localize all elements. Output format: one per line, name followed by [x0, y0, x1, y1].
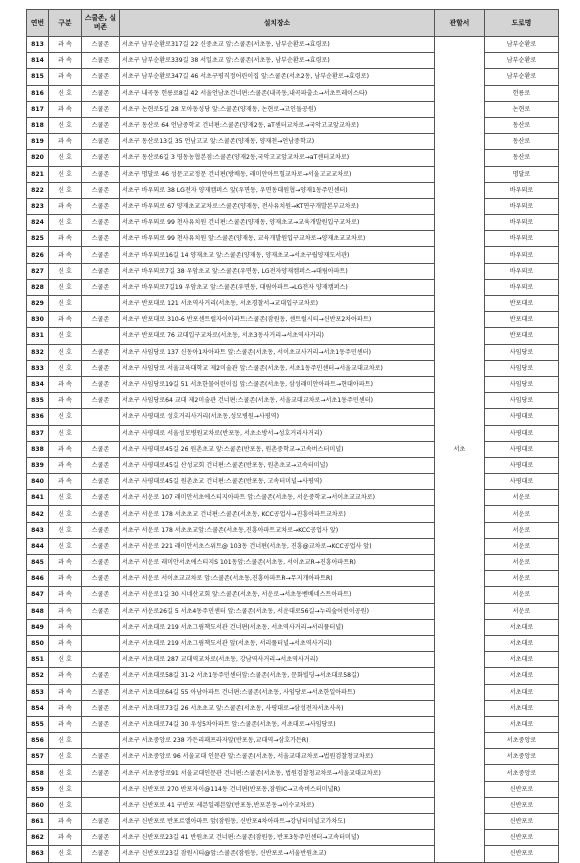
cell-road: 신반포로: [485, 797, 559, 813]
cell-road: 사평대로: [485, 474, 559, 490]
cell-no: 833: [27, 360, 49, 376]
cell-location: 서초구 서운로 178 서초초교앞:스쿨존(서초동,진흥아파트교차로→KCC공업사 앞): [120, 522, 435, 538]
cell-kind: [82, 635, 120, 651]
cell-type: 과 속: [49, 69, 82, 85]
cell-location: 서초구 바우뫼로 67 양재초교교차로:스쿨존(양재동, 전사유치원→KT연구개발본부교차로): [120, 198, 435, 214]
cell-no: 845: [27, 555, 49, 571]
cell-type: 신 호: [49, 846, 82, 862]
cell-kind: 스쿨존: [82, 376, 120, 392]
cell-kind: 스쿨존: [82, 749, 120, 765]
cell-office: 서초: [435, 37, 485, 863]
cell-type: 과 속: [49, 134, 82, 150]
cell-no: 852: [27, 668, 49, 684]
cell-no: 844: [27, 538, 49, 554]
cell-type: 과 속: [49, 457, 82, 473]
cell-location: 서초구 반포대로 310-6 반포센트럴자이아파트:스쿨존(잠원동, 센트럴시티→신반포2차아파트): [120, 312, 435, 328]
cell-no: 854: [27, 700, 49, 716]
cell-type: 신 호: [49, 150, 82, 166]
cell-no: 853: [27, 684, 49, 700]
cell-location: 서초구 신반포로23길 41 반원초교 건너편:스쿨존(잠원동, 반포3동주민센터→고속터미널): [120, 830, 435, 846]
cell-kind: 스쿨존: [82, 830, 120, 846]
cell-location: 서초구 서운로 래미안서초에스티지S 101동앞:스쿨존(서초동, 서이초교R→진흥아파트R): [120, 555, 435, 571]
cell-road: 신반포로: [485, 830, 559, 846]
cell-road: 바우뫼로: [485, 182, 559, 198]
cell-type: 신 호: [49, 781, 82, 797]
cell-kind: 스쿨존: [82, 198, 120, 214]
table-row: [27, 37, 559, 53]
cell-type: 과 속: [49, 716, 82, 732]
cell-type: 과 속: [49, 571, 82, 587]
cell-type: 과 속: [49, 603, 82, 619]
cell-no: 860: [27, 797, 49, 813]
cell-kind: 스쿨존: [82, 846, 120, 862]
cell-type: 과 속: [49, 814, 82, 830]
cell-type: 과 속: [49, 393, 82, 409]
cell-location: 서초구 동산로6길 3 영동농협본점:스쿨존(양재2동,국악고교앞교차로→aT센터교차로): [120, 150, 435, 166]
cell-road: 사평대로: [485, 425, 559, 441]
cell-location: 서초구 논현로5길 28 모아동성당 앞:스쿨존(양재동, 논현로→고인돌공원): [120, 101, 435, 117]
cell-kind: 스쿨존: [82, 555, 120, 571]
header-office: 관할서: [435, 10, 485, 37]
cell-location: 서초구 서초대로 219 서초그림책도서관 앞(서초동, 서리풀터널→서초역사거리): [120, 635, 435, 651]
cell-kind: [82, 425, 120, 441]
cell-road: 서운로: [485, 522, 559, 538]
cell-no: 861: [27, 814, 49, 830]
cell-road: 사임당로: [485, 360, 559, 376]
cell-location: 서초구 사평대로 서울성모병원교차로(반포동, 서초소방서→성호거리사거리): [120, 425, 435, 441]
cell-location: 서초구 서운로26길 5 서초4동주민센터 앞:스쿨존(서초동, 서운대로56길→누리숲어린이공원): [120, 603, 435, 619]
cell-kind: 스쿨존: [82, 393, 120, 409]
cell-kind: 스쿨존: [82, 231, 120, 247]
cell-location: 서초구 사평대로45길 26 원촌초교 앞:스쿨존(반포동, 원촌중학교→고속버스터미널): [120, 441, 435, 457]
cell-no: 850: [27, 635, 49, 651]
cell-kind: 스쿨존: [82, 457, 120, 473]
cell-road: 서초중앙로: [485, 733, 559, 749]
cell-road: 사임당로: [485, 376, 559, 392]
cell-location: 서초구 남부순환로317길 22 신중초교 앞:스쿨존(서초동, 남부순환로→효령로): [120, 37, 435, 53]
cell-location: 서초구 동산로 64 언남중학교 건너편:스쿨존(양재2동, aT센터교차로→국악고교앞교차로): [120, 117, 435, 133]
cell-type: 신 호: [49, 182, 82, 198]
cell-kind: 스쿨존: [82, 684, 120, 700]
cell-road: 바우뫼로: [485, 263, 559, 279]
cell-location: 서초구 바우뫼로 99 천사유치원 건너편:스쿨존(양재동, 양재초교→교육개발원입구교차로): [120, 215, 435, 231]
table-header-row: [27, 10, 559, 37]
cell-no: 848: [27, 603, 49, 619]
cell-kind: 스쿨존: [82, 117, 120, 133]
cell-location: 서초구 바우뫼로7길19 우암초교 앞:스쿨존(우면동, 대림아파트→LG전자 양재캠퍼스): [120, 279, 435, 295]
cell-no: 829: [27, 296, 49, 312]
cell-road: 반포대로: [485, 296, 559, 312]
cell-kind: 스쿨존: [82, 441, 120, 457]
cell-no: 822: [27, 182, 49, 198]
cell-no: 840: [27, 474, 49, 490]
cell-kind: [82, 797, 120, 813]
cell-kind: 스쿨존: [82, 53, 120, 69]
cell-kind: 스쿨존: [82, 134, 120, 150]
cell-type: 신 호: [49, 85, 82, 101]
cell-location: 서초구 서운로 서이초교교차로 앞:스쿨존(서초동,진흥아파트R→무지개아파트R): [120, 571, 435, 587]
cell-type: 신 호: [49, 215, 82, 231]
cell-kind: 스쿨존: [82, 765, 120, 781]
cell-type: 과 속: [49, 37, 82, 53]
cell-type: 과 속: [49, 555, 82, 571]
cell-road: 논현로: [485, 101, 559, 117]
cell-type: 과 속: [49, 231, 82, 247]
cell-type: 신 호: [49, 409, 82, 425]
cell-road: 반포대로: [485, 328, 559, 344]
cell-kind: 스쿨존: [82, 344, 120, 360]
cell-location: 서초구 반포대로 121 서초역사거리(서초동, 서초경찰서→교대입구교차로): [120, 296, 435, 312]
cell-road: 신반포로: [485, 814, 559, 830]
header-kind: 스쿨존, 실버존: [82, 10, 120, 37]
cell-location: 서초구 서운로 221 래미안서초스위트@ 103동 건너편(서초동, 진흥@교차로→KCC공업사 앞): [120, 538, 435, 554]
cell-road: 서초대로: [485, 635, 559, 651]
cell-no: 856: [27, 733, 49, 749]
cell-road: 남부순환로: [485, 37, 559, 53]
cell-road: 반포대로: [485, 312, 559, 328]
header-no: 연번: [27, 10, 49, 37]
cell-kind: 스쿨존: [82, 101, 120, 117]
cell-no: 816: [27, 85, 49, 101]
cell-kind: 스쿨존: [82, 538, 120, 554]
enforcement-camera-table: [26, 9, 559, 863]
cell-road: 서초대로: [485, 716, 559, 732]
cell-type: 신 호: [49, 522, 82, 538]
cell-no: 813: [27, 37, 49, 53]
cell-no: 855: [27, 716, 49, 732]
cell-type: 신 호: [49, 538, 82, 554]
cell-road: 서운로: [485, 538, 559, 554]
cell-road: 서운로: [485, 587, 559, 603]
cell-location: 서초구 동산로13길 35 언남고교 앞:스쿨존(양재동, 양재천→언남중학교): [120, 134, 435, 150]
cell-kind: [82, 781, 120, 797]
cell-location: 서초구 명달로 46 성문고교정문 건너편(방배동, 래미안아트힐교차로→서울고교교차로): [120, 166, 435, 182]
cell-road: 서초대로: [485, 652, 559, 668]
cell-location: 서초구 남부순환로339길 38 서일초교 앞:스쿨존(서초동, 남부순환로→효령로): [120, 53, 435, 69]
cell-no: 836: [27, 409, 49, 425]
cell-no: 828: [27, 279, 49, 295]
cell-type: 신 호: [49, 296, 82, 312]
cell-kind: [82, 652, 120, 668]
cell-location: 서초구 바우뫼로16길 14 양재초교 앞:스쿨존(양재동, 양재초교→서초구립양재도서관): [120, 247, 435, 263]
cell-location: 서초구 사임당로19길 51 서초한물어린이집 앞:스쿨존(서초동, 삼성래미안아파트→현대아파트): [120, 376, 435, 392]
cell-kind: 스쿨존: [82, 279, 120, 295]
cell-location: 서초구 바우뫼로 38 LG전자 양재캠퍼스 앞(우면동, 우면동대원협→양재1동주민센터): [120, 182, 435, 198]
cell-road: 헌릉로: [485, 85, 559, 101]
cell-no: 837: [27, 425, 49, 441]
cell-location: 서초구 사임당로 서울교육대학교 제2미술관 앞:스쿨존(서초동, 서초1동주민센터→서울교대교차로): [120, 360, 435, 376]
cell-kind: [82, 733, 120, 749]
header-location: 설치장소: [120, 10, 435, 37]
cell-no: 839: [27, 457, 49, 473]
cell-no: 843: [27, 522, 49, 538]
cell-road: 남부순환로: [485, 69, 559, 85]
cell-location: 서초구 사임당로 137 신동아1차아파트 앞:스쿨존(서초동, 서이초교사거리→서초1동주민센터): [120, 344, 435, 360]
cell-type: 과 속: [49, 700, 82, 716]
cell-road: 서운로: [485, 506, 559, 522]
cell-no: 815: [27, 69, 49, 85]
cell-location: 서초구 서초대로73길 26 서초초교 앞:스쿨존(서초동, 사평대로→삼성전자서초사옥): [120, 700, 435, 716]
table-body: [27, 37, 559, 863]
cell-kind: 스쿨존: [82, 490, 120, 506]
cell-type: 신 호: [49, 490, 82, 506]
cell-location: 서초구 서초대로64길 55 아남아파트 건너편:스쿨존(서초동, 사임당로→서초한일아파트): [120, 684, 435, 700]
cell-location: 서초구 서운로 178 서초초교 건너편:스쿨존(서초동, KCC공업사→진흥아파트교차로): [120, 506, 435, 522]
cell-road: 명달로: [485, 166, 559, 182]
cell-road: 사임당로: [485, 393, 559, 409]
cell-no: 817: [27, 101, 49, 117]
cell-type: 신 호: [49, 765, 82, 781]
cell-type: 신 호: [49, 279, 82, 295]
cell-location: 서초구 서초대로74길 30 우성5차아파트 앞:스쿨존(서초동, 서초대로→사임당로): [120, 716, 435, 732]
cell-kind: [82, 296, 120, 312]
cell-type: 신 호: [49, 166, 82, 182]
cell-no: 825: [27, 231, 49, 247]
cell-road: 서운로: [485, 571, 559, 587]
cell-kind: 스쿨존: [82, 215, 120, 231]
cell-location: 서초구 신반포로 270 반포자이@114동 건너편(반포동,잠원IC→고속버스터미널R): [120, 781, 435, 797]
cell-kind: 스쿨존: [82, 360, 120, 376]
header-type: 구분: [49, 10, 82, 37]
cell-kind: 스쿨존: [82, 814, 120, 830]
cell-type: 과 속: [49, 53, 82, 69]
cell-type: 신 호: [49, 360, 82, 376]
cell-no: 862: [27, 830, 49, 846]
cell-road: 신반포로: [485, 781, 559, 797]
cell-kind: 스쿨존: [82, 571, 120, 587]
cell-road: 사평대로: [485, 409, 559, 425]
cell-road: 바우뫼로: [485, 231, 559, 247]
cell-road: 서초중앙로: [485, 765, 559, 781]
cell-kind: 스쿨존: [82, 587, 120, 603]
cell-road: 바우뫼로: [485, 279, 559, 295]
cell-road: 남부순환로: [485, 53, 559, 69]
cell-no: 858: [27, 765, 49, 781]
cell-no: 827: [27, 263, 49, 279]
cell-road: 동산로: [485, 134, 559, 150]
cell-no: 851: [27, 652, 49, 668]
cell-location: 서초구 사평대로 성호거리사거리(서초동,성모병원→사평역): [120, 409, 435, 425]
cell-kind: 스쿨존: [82, 247, 120, 263]
cell-no: 842: [27, 506, 49, 522]
cell-road: 서초대로: [485, 700, 559, 716]
cell-kind: 스쿨존: [82, 716, 120, 732]
cell-location: 서초구 서초대로58길 31-2 서초1동주민센터앞:스쿨존(서초동, 문화빌딩→서초대로58길): [120, 668, 435, 684]
cell-no: 826: [27, 247, 49, 263]
cell-location: 서초구 서운로1길 30 시네산교회 앞:스쿨존(서초동, 서운로→서초동벤베네스트아파트): [120, 587, 435, 603]
cell-location: 서초구 서초대로 219 서초그림책도서관 건너편(서초동, 서초역사거리→서리풀터널): [120, 619, 435, 635]
cell-type: 신 호: [49, 117, 82, 133]
cell-location: 서초구 서초중앙로 238 가든리패프라자앞(반포동,교대역→삼호가든R): [120, 733, 435, 749]
cell-kind: 스쿨존: [82, 668, 120, 684]
cell-location: 서초구 남부순환로347길 46 서초구평직정어린이집 앞:스쿨존(서초2동, 남부순환로→효령로): [120, 69, 435, 85]
cell-type: 과 속: [49, 198, 82, 214]
cell-no: 834: [27, 376, 49, 392]
cell-type: 과 속: [49, 668, 82, 684]
cell-type: 과 속: [49, 474, 82, 490]
cell-road: 바우뫼로: [485, 198, 559, 214]
cell-kind: 스쿨존: [82, 85, 120, 101]
cell-road: 사평대로: [485, 441, 559, 457]
cell-location: 서초구 바우뫼로 99 천사유치원 앞:스쿨존(양재동, 교육개발원입구교차로→양재초교교차로): [120, 231, 435, 247]
cell-location: 서초구 신반포로23길 잠원시티@앞:스쿨존(잠원동, 신반포로→서울반원초교): [120, 846, 435, 862]
cell-no: 831: [27, 328, 49, 344]
cell-no: 818: [27, 117, 49, 133]
cell-road: 사평대로: [485, 457, 559, 473]
cell-kind: 스쿨존: [82, 69, 120, 85]
cell-no: 847: [27, 587, 49, 603]
cell-kind: [82, 328, 120, 344]
cell-no: 841: [27, 490, 49, 506]
cell-road: 바우뫼로: [485, 215, 559, 231]
cell-type: 과 속: [49, 684, 82, 700]
cell-kind: 스쿨존: [82, 506, 120, 522]
cell-road: 신반포로: [485, 846, 559, 862]
cell-kind: 스쿨존: [82, 263, 120, 279]
cell-no: 814: [27, 53, 49, 69]
cell-kind: [82, 409, 120, 425]
cell-type: 신 호: [49, 263, 82, 279]
cell-no: 863: [27, 846, 49, 862]
cell-location: 서초구 신반포로 41 구반포 세븐일레븐앞(반포동,반포본동→이수교차로): [120, 797, 435, 813]
cell-location: 서초구 서초대로 287 교대역교차로(서초동, 강남역사거리→서초역사거리): [120, 652, 435, 668]
cell-no: 857: [27, 749, 49, 765]
cell-type: 과 속: [49, 101, 82, 117]
cell-road: 서초대로: [485, 684, 559, 700]
cell-road: 서초대로: [485, 619, 559, 635]
cell-type: 신 호: [49, 506, 82, 522]
cell-type: 신 호: [49, 344, 82, 360]
cell-road: 서운로: [485, 490, 559, 506]
cell-road: 동산로: [485, 150, 559, 166]
cell-no: 819: [27, 134, 49, 150]
cell-kind: 스쿨존: [82, 312, 120, 328]
cell-location: 서초구 서운로 107 래미안서초에스티지아파트 앞:스쿨존(서초동, 서운중학교→서이초교교차로): [120, 490, 435, 506]
cell-road: 사임당로: [485, 344, 559, 360]
cell-kind: 스쿨존: [82, 182, 120, 198]
cell-kind: [82, 619, 120, 635]
cell-kind: 스쿨존: [82, 700, 120, 716]
cell-type: 신 호: [49, 652, 82, 668]
cell-type: 신 호: [49, 733, 82, 749]
cell-type: 과 속: [49, 635, 82, 651]
cell-no: 824: [27, 215, 49, 231]
cell-type: 과 속: [49, 830, 82, 846]
cell-kind: 스쿨존: [82, 150, 120, 166]
cell-road: 서운로: [485, 603, 559, 619]
cell-type: 과 속: [49, 312, 82, 328]
cell-kind: 스쿨존: [82, 474, 120, 490]
cell-road: 동산로: [485, 117, 559, 133]
cell-location: 서초구 내곡동 헌릉로8길 42 서울언남초건너편:스쿨존(내곡동,내곡파출소→서초트레이스타): [120, 85, 435, 101]
cell-no: 838: [27, 441, 49, 457]
cell-no: 820: [27, 150, 49, 166]
cell-type: 과 속: [49, 376, 82, 392]
cell-type: 신 호: [49, 749, 82, 765]
cell-location: 서초구 서초중앙로91 서울교대인문관 건너편:스쿨존(서초동, 법원검찰청교차로→서울교대교차로): [120, 765, 435, 781]
cell-no: 859: [27, 781, 49, 797]
cell-location: 서초구 반포대로 76 교대입구교차로(서초동, 서초3동사거리→서초역사거리): [120, 328, 435, 344]
cell-road: 서운로: [485, 555, 559, 571]
cell-type: 과 속: [49, 619, 82, 635]
cell-road: 서초대로: [485, 668, 559, 684]
cell-location: 서초구 사임당로64 교대 제2미술관 건너편:스쿨존(서초동, 서울교대교차로→서초1동주민센터): [120, 393, 435, 409]
cell-no: 830: [27, 312, 49, 328]
cell-kind: 스쿨존: [82, 166, 120, 182]
cell-road: 서초중앙로: [485, 749, 559, 765]
cell-type: 신 호: [49, 328, 82, 344]
cell-type: 과 속: [49, 247, 82, 263]
cell-no: 823: [27, 198, 49, 214]
cell-location: 서초구 서초중앙로 96 서울교대 인문관 앞:스쿨존(서초동, 서울교대교차로→법원검찰청교차로): [120, 749, 435, 765]
header-road: 도로명: [485, 10, 559, 37]
cell-kind: 스쿨존: [82, 522, 120, 538]
cell-kind: 스쿨존: [82, 37, 120, 53]
cell-type: 과 속: [49, 587, 82, 603]
cell-location: 서초구 사평대로45길 산성교회 건너편:스쿨존(반포동, 원촌초교→고속터미널): [120, 457, 435, 473]
cell-kind: 스쿨존: [82, 603, 120, 619]
cell-location: 서초구 사평대로45길 원촌초교 건너편:스쿨존(반포동, 고속터미널→사평역): [120, 474, 435, 490]
cell-location: 서초구 바우뫼로7길 38 우암초교 앞:스쿨존(우면동, LG전자양재캠퍼스→대림아파트): [120, 263, 435, 279]
cell-no: 849: [27, 619, 49, 635]
cell-type: 신 호: [49, 797, 82, 813]
cell-no: 835: [27, 393, 49, 409]
cell-road: 바우뫼로: [485, 247, 559, 263]
cell-location: 서초구 신반포로 반포르엘아파트 앞(잠원동, 신반포4차아파트→강남터미널고가차도): [120, 814, 435, 830]
cell-type: 과 속: [49, 441, 82, 457]
cell-no: 821: [27, 166, 49, 182]
cell-no: 832: [27, 344, 49, 360]
cell-type: 신 호: [49, 425, 82, 441]
cell-no: 846: [27, 571, 49, 587]
